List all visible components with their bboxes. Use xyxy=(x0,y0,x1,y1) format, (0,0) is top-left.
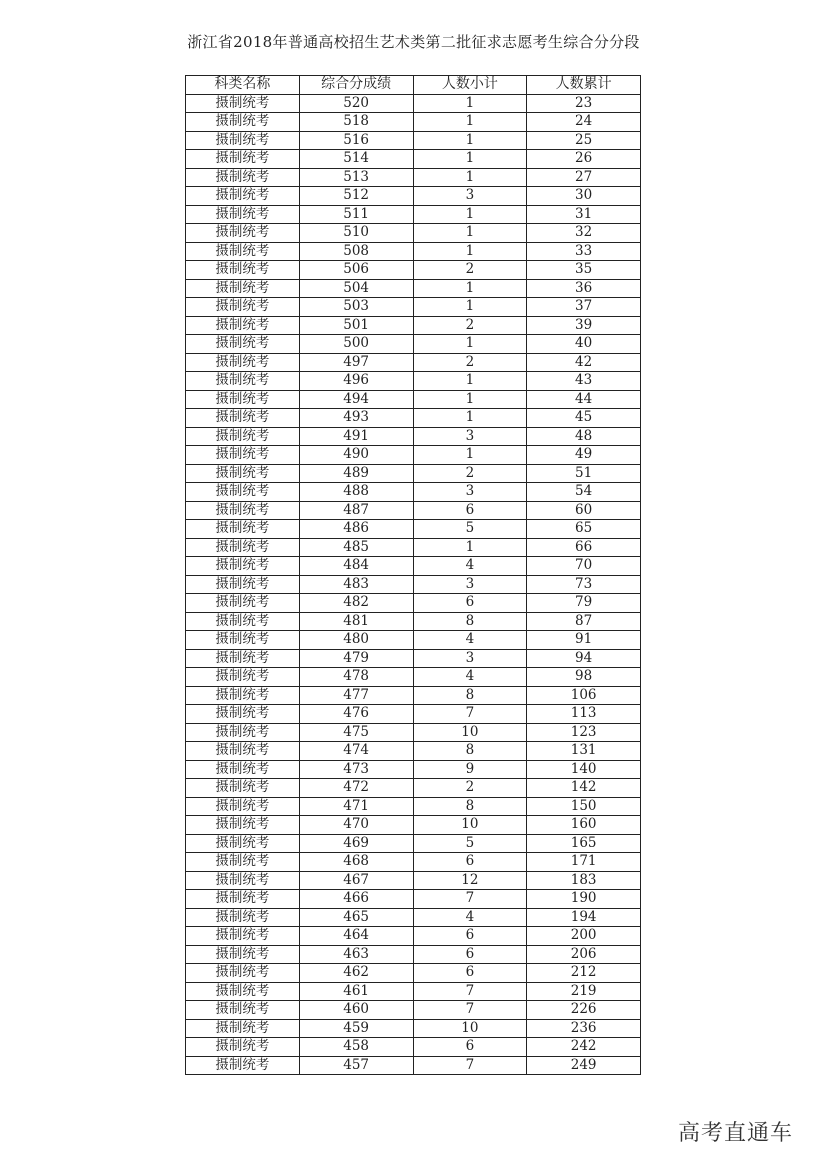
cell-cumulative: 236 xyxy=(527,1019,641,1038)
cell-count: 7 xyxy=(413,1001,527,1020)
cell-cumulative: 54 xyxy=(527,483,641,502)
table-row xyxy=(186,612,641,631)
cell-score: 510 xyxy=(299,224,413,243)
cell-cumulative: 183 xyxy=(527,871,641,890)
cell-category: 摄制统考 xyxy=(186,908,300,927)
cell-cumulative: 49 xyxy=(527,446,641,465)
cell-count: 4 xyxy=(413,668,527,687)
cell-score: 462 xyxy=(299,964,413,983)
cell-score: 511 xyxy=(299,205,413,224)
table-row xyxy=(186,649,641,668)
table-row xyxy=(186,150,641,169)
table-row xyxy=(186,298,641,317)
cell-count: 1 xyxy=(413,372,527,391)
cell-score: 503 xyxy=(299,298,413,317)
table-row xyxy=(186,335,641,354)
cell-cumulative: 219 xyxy=(527,982,641,1001)
cell-category: 摄制统考 xyxy=(186,945,300,964)
table-row xyxy=(186,538,641,557)
cell-category: 摄制统考 xyxy=(186,779,300,798)
cell-category: 摄制统考 xyxy=(186,594,300,613)
table-row xyxy=(186,686,641,705)
cell-score: 477 xyxy=(299,686,413,705)
table-row xyxy=(186,557,641,576)
table-row xyxy=(186,668,641,687)
cell-score: 506 xyxy=(299,261,413,280)
cell-category: 摄制统考 xyxy=(186,649,300,668)
cell-count: 1 xyxy=(413,446,527,465)
cell-category: 摄制统考 xyxy=(186,427,300,446)
cell-score: 485 xyxy=(299,538,413,557)
cell-count: 7 xyxy=(413,1056,527,1075)
cell-score: 486 xyxy=(299,520,413,539)
cell-cumulative: 249 xyxy=(527,1056,641,1075)
cell-count: 9 xyxy=(413,760,527,779)
cell-cumulative: 190 xyxy=(527,890,641,909)
cell-count: 1 xyxy=(413,224,527,243)
cell-cumulative: 44 xyxy=(527,390,641,409)
table-row xyxy=(186,1038,641,1057)
table-row xyxy=(186,908,641,927)
cell-score: 500 xyxy=(299,335,413,354)
column-header-score: 综合分成绩 xyxy=(299,76,413,95)
table-row xyxy=(186,1001,641,1020)
cell-category: 摄制统考 xyxy=(186,187,300,206)
column-header-count: 人数小计 xyxy=(413,76,527,95)
cell-score: 512 xyxy=(299,187,413,206)
cell-count: 10 xyxy=(413,816,527,835)
table-row xyxy=(186,594,641,613)
table-row xyxy=(186,890,641,909)
watermark-logo: 高考直通车 xyxy=(678,1121,794,1146)
table-row xyxy=(186,871,641,890)
cell-category: 摄制统考 xyxy=(186,261,300,280)
cell-cumulative: 31 xyxy=(527,205,641,224)
cell-cumulative: 91 xyxy=(527,631,641,650)
cell-cumulative: 40 xyxy=(527,335,641,354)
table-row xyxy=(186,168,641,187)
cell-category: 摄制统考 xyxy=(186,113,300,132)
cell-score: 488 xyxy=(299,483,413,502)
cell-cumulative: 79 xyxy=(527,594,641,613)
cell-count: 6 xyxy=(413,594,527,613)
cell-score: 475 xyxy=(299,723,413,742)
cell-category: 摄制统考 xyxy=(186,464,300,483)
cell-count: 2 xyxy=(413,353,527,372)
cell-count: 1 xyxy=(413,150,527,169)
table-row xyxy=(186,483,641,502)
cell-category: 摄制统考 xyxy=(186,298,300,317)
table-row xyxy=(186,464,641,483)
cell-score: 463 xyxy=(299,945,413,964)
cell-cumulative: 140 xyxy=(527,760,641,779)
cell-score: 491 xyxy=(299,427,413,446)
cell-score: 478 xyxy=(299,668,413,687)
cell-score: 472 xyxy=(299,779,413,798)
cell-cumulative: 42 xyxy=(527,353,641,372)
cell-count: 4 xyxy=(413,557,527,576)
cell-cumulative: 35 xyxy=(527,261,641,280)
cell-cumulative: 45 xyxy=(527,409,641,428)
cell-cumulative: 73 xyxy=(527,575,641,594)
cell-count: 10 xyxy=(413,1019,527,1038)
cell-cumulative: 123 xyxy=(527,723,641,742)
cell-cumulative: 60 xyxy=(527,501,641,520)
cell-cumulative: 106 xyxy=(527,686,641,705)
cell-category: 摄制统考 xyxy=(186,316,300,335)
cell-cumulative: 150 xyxy=(527,797,641,816)
table-row xyxy=(186,1019,641,1038)
document-title: 浙江省2018年普通高校招生艺术类第二批征求志愿考生综合分分段 xyxy=(187,33,640,51)
table-row xyxy=(186,853,641,872)
cell-count: 1 xyxy=(413,279,527,298)
table-row xyxy=(186,390,641,409)
cell-cumulative: 206 xyxy=(527,945,641,964)
cell-category: 摄制统考 xyxy=(186,409,300,428)
cell-score: 480 xyxy=(299,631,413,650)
cell-cumulative: 70 xyxy=(527,557,641,576)
cell-score: 487 xyxy=(299,501,413,520)
table-row xyxy=(186,520,641,539)
cell-score: 497 xyxy=(299,353,413,372)
cell-count: 8 xyxy=(413,612,527,631)
cell-category: 摄制统考 xyxy=(186,834,300,853)
cell-cumulative: 226 xyxy=(527,1001,641,1020)
cell-category: 摄制统考 xyxy=(186,631,300,650)
cell-cumulative: 33 xyxy=(527,242,641,261)
cell-category: 摄制统考 xyxy=(186,871,300,890)
cell-score: 458 xyxy=(299,1038,413,1057)
cell-cumulative: 25 xyxy=(527,131,641,150)
cell-score: 504 xyxy=(299,279,413,298)
cell-category: 摄制统考 xyxy=(186,168,300,187)
table-row xyxy=(186,187,641,206)
cell-count: 1 xyxy=(413,94,527,113)
column-header-category: 科类名称 xyxy=(186,76,300,95)
table-row xyxy=(186,501,641,520)
table-row xyxy=(186,631,641,650)
cell-category: 摄制统考 xyxy=(186,94,300,113)
table-row xyxy=(186,742,641,761)
table-row xyxy=(186,834,641,853)
cell-category: 摄制统考 xyxy=(186,205,300,224)
table-row xyxy=(186,446,641,465)
table-row xyxy=(186,964,641,983)
cell-category: 摄制统考 xyxy=(186,131,300,150)
cell-score: 479 xyxy=(299,649,413,668)
cell-count: 8 xyxy=(413,797,527,816)
cell-cumulative: 194 xyxy=(527,908,641,927)
cell-category: 摄制统考 xyxy=(186,483,300,502)
cell-count: 6 xyxy=(413,501,527,520)
cell-count: 2 xyxy=(413,316,527,335)
cell-count: 3 xyxy=(413,187,527,206)
cell-count: 1 xyxy=(413,409,527,428)
table-row xyxy=(186,372,641,391)
cell-category: 摄制统考 xyxy=(186,668,300,687)
cell-count: 1 xyxy=(413,131,527,150)
cell-count: 2 xyxy=(413,464,527,483)
cell-count: 1 xyxy=(413,113,527,132)
cell-cumulative: 242 xyxy=(527,1038,641,1057)
cell-category: 摄制统考 xyxy=(186,538,300,557)
cell-cumulative: 27 xyxy=(527,168,641,187)
cell-cumulative: 36 xyxy=(527,279,641,298)
cell-category: 摄制统考 xyxy=(186,390,300,409)
cell-count: 7 xyxy=(413,705,527,724)
table-row xyxy=(186,409,641,428)
cell-score: 461 xyxy=(299,982,413,1001)
cell-cumulative: 23 xyxy=(527,94,641,113)
cell-score: 508 xyxy=(299,242,413,261)
cell-count: 2 xyxy=(413,261,527,280)
cell-cumulative: 113 xyxy=(527,705,641,724)
cell-category: 摄制统考 xyxy=(186,760,300,779)
table-row xyxy=(186,427,641,446)
cell-count: 4 xyxy=(413,908,527,927)
cell-count: 6 xyxy=(413,964,527,983)
cell-count: 1 xyxy=(413,168,527,187)
cell-score: 518 xyxy=(299,113,413,132)
cell-score: 457 xyxy=(299,1056,413,1075)
cell-score: 496 xyxy=(299,372,413,391)
column-header-cumulative: 人数累计 xyxy=(527,76,641,95)
cell-category: 摄制统考 xyxy=(186,372,300,391)
cell-count: 1 xyxy=(413,242,527,261)
cell-category: 摄制统考 xyxy=(186,927,300,946)
cell-category: 摄制统考 xyxy=(186,797,300,816)
table-row xyxy=(186,279,641,298)
cell-score: 490 xyxy=(299,446,413,465)
cell-cumulative: 131 xyxy=(527,742,641,761)
cell-score: 469 xyxy=(299,834,413,853)
cell-score: 482 xyxy=(299,594,413,613)
table-row xyxy=(186,797,641,816)
cell-category: 摄制统考 xyxy=(186,446,300,465)
cell-score: 513 xyxy=(299,168,413,187)
cell-cumulative: 24 xyxy=(527,113,641,132)
table-row xyxy=(186,94,641,113)
cell-score: 470 xyxy=(299,816,413,835)
table-row xyxy=(186,242,641,261)
cell-cumulative: 39 xyxy=(527,316,641,335)
cell-score: 493 xyxy=(299,409,413,428)
cell-cumulative: 160 xyxy=(527,816,641,835)
cell-score: 481 xyxy=(299,612,413,631)
cell-category: 摄制统考 xyxy=(186,686,300,705)
cell-score: 494 xyxy=(299,390,413,409)
table-row xyxy=(186,779,641,798)
cell-count: 6 xyxy=(413,853,527,872)
cell-count: 6 xyxy=(413,927,527,946)
cell-cumulative: 142 xyxy=(527,779,641,798)
cell-count: 3 xyxy=(413,649,527,668)
cell-count: 1 xyxy=(413,538,527,557)
cell-score: 464 xyxy=(299,927,413,946)
cell-category: 摄制统考 xyxy=(186,705,300,724)
cell-category: 摄制统考 xyxy=(186,557,300,576)
cell-score: 483 xyxy=(299,575,413,594)
cell-score: 466 xyxy=(299,890,413,909)
cell-score: 489 xyxy=(299,464,413,483)
table-row xyxy=(186,261,641,280)
cell-cumulative: 165 xyxy=(527,834,641,853)
cell-count: 7 xyxy=(413,982,527,1001)
cell-count: 4 xyxy=(413,631,527,650)
cell-category: 摄制统考 xyxy=(186,279,300,298)
cell-cumulative: 48 xyxy=(527,427,641,446)
cell-category: 摄制统考 xyxy=(186,982,300,1001)
cell-category: 摄制统考 xyxy=(186,224,300,243)
cell-cumulative: 32 xyxy=(527,224,641,243)
cell-cumulative: 87 xyxy=(527,612,641,631)
cell-score: 520 xyxy=(299,94,413,113)
cell-category: 摄制统考 xyxy=(186,520,300,539)
cell-count: 6 xyxy=(413,945,527,964)
cell-count: 5 xyxy=(413,520,527,539)
table-header-row xyxy=(186,76,641,95)
cell-category: 摄制统考 xyxy=(186,353,300,372)
cell-cumulative: 30 xyxy=(527,187,641,206)
cell-count: 6 xyxy=(413,1038,527,1057)
table-row xyxy=(186,113,641,132)
table-row xyxy=(186,705,641,724)
table-row xyxy=(186,205,641,224)
cell-count: 12 xyxy=(413,871,527,890)
table-row xyxy=(186,575,641,594)
cell-count: 1 xyxy=(413,298,527,317)
table-row xyxy=(186,760,641,779)
cell-score: 516 xyxy=(299,131,413,150)
cell-cumulative: 200 xyxy=(527,927,641,946)
cell-count: 5 xyxy=(413,834,527,853)
cell-cumulative: 212 xyxy=(527,964,641,983)
cell-score: 474 xyxy=(299,742,413,761)
cell-score: 459 xyxy=(299,1019,413,1038)
cell-count: 3 xyxy=(413,427,527,446)
cell-cumulative: 66 xyxy=(527,538,641,557)
cell-count: 2 xyxy=(413,779,527,798)
cell-cumulative: 51 xyxy=(527,464,641,483)
cell-category: 摄制统考 xyxy=(186,742,300,761)
cell-score: 484 xyxy=(299,557,413,576)
cell-cumulative: 43 xyxy=(527,372,641,391)
cell-cumulative: 171 xyxy=(527,853,641,872)
table-row xyxy=(186,131,641,150)
cell-score: 473 xyxy=(299,760,413,779)
score-distribution-table xyxy=(185,75,641,1075)
cell-category: 摄制统考 xyxy=(186,575,300,594)
cell-category: 摄制统考 xyxy=(186,1038,300,1057)
cell-count: 1 xyxy=(413,205,527,224)
cell-score: 471 xyxy=(299,797,413,816)
table-row xyxy=(186,816,641,835)
cell-cumulative: 26 xyxy=(527,150,641,169)
cell-category: 摄制统考 xyxy=(186,150,300,169)
cell-count: 10 xyxy=(413,723,527,742)
cell-category: 摄制统考 xyxy=(186,501,300,520)
cell-category: 摄制统考 xyxy=(186,890,300,909)
cell-category: 摄制统考 xyxy=(186,816,300,835)
cell-category: 摄制统考 xyxy=(186,853,300,872)
cell-category: 摄制统考 xyxy=(186,964,300,983)
cell-category: 摄制统考 xyxy=(186,1056,300,1075)
table-row xyxy=(186,1056,641,1075)
cell-category: 摄制统考 xyxy=(186,1001,300,1020)
cell-count: 8 xyxy=(413,686,527,705)
cell-count: 3 xyxy=(413,483,527,502)
cell-score: 514 xyxy=(299,150,413,169)
cell-score: 460 xyxy=(299,1001,413,1020)
cell-cumulative: 37 xyxy=(527,298,641,317)
cell-category: 摄制统考 xyxy=(186,612,300,631)
table-row xyxy=(186,316,641,335)
cell-count: 8 xyxy=(413,742,527,761)
cell-cumulative: 94 xyxy=(527,649,641,668)
cell-score: 501 xyxy=(299,316,413,335)
cell-score: 467 xyxy=(299,871,413,890)
table-row xyxy=(186,927,641,946)
cell-category: 摄制统考 xyxy=(186,1019,300,1038)
table-row xyxy=(186,982,641,1001)
table-row xyxy=(186,723,641,742)
cell-cumulative: 98 xyxy=(527,668,641,687)
cell-score: 465 xyxy=(299,908,413,927)
cell-category: 摄制统考 xyxy=(186,242,300,261)
cell-score: 476 xyxy=(299,705,413,724)
cell-score: 468 xyxy=(299,853,413,872)
table-row xyxy=(186,945,641,964)
cell-category: 摄制统考 xyxy=(186,723,300,742)
table-row xyxy=(186,353,641,372)
table-row xyxy=(186,224,641,243)
cell-count: 7 xyxy=(413,890,527,909)
cell-count: 3 xyxy=(413,575,527,594)
cell-count: 1 xyxy=(413,335,527,354)
cell-category: 摄制统考 xyxy=(186,335,300,354)
cell-cumulative: 65 xyxy=(527,520,641,539)
cell-count: 1 xyxy=(413,390,527,409)
